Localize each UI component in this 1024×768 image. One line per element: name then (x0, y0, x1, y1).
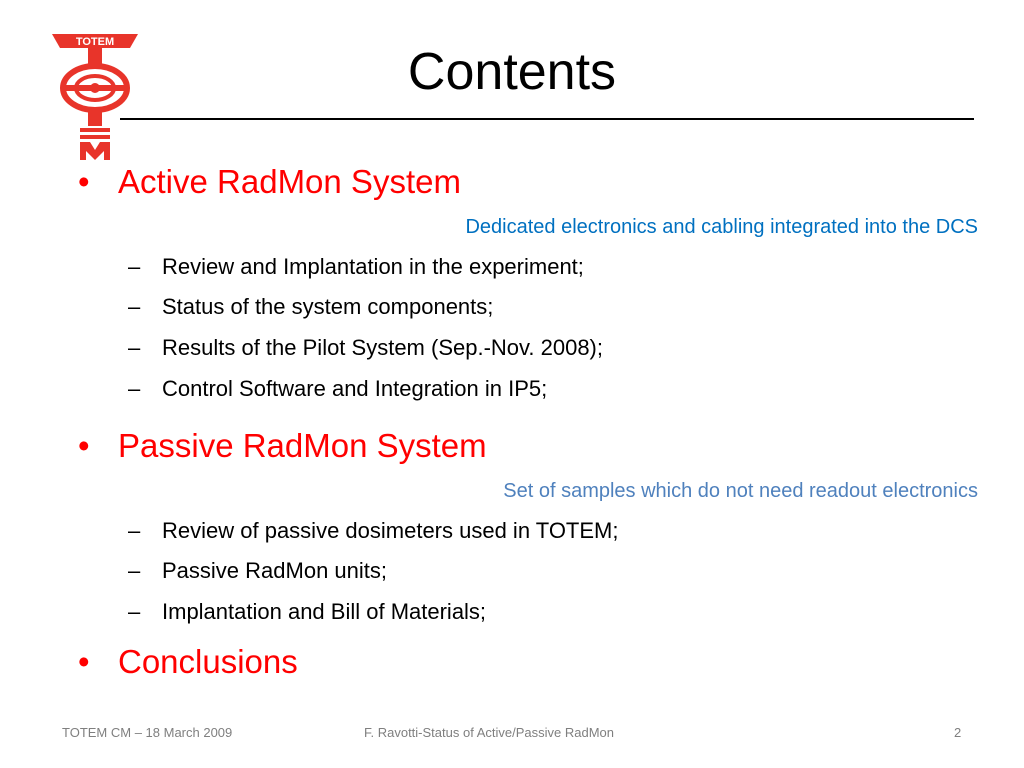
dash-icon: – (128, 294, 141, 319)
section-conclusions (78, 642, 298, 682)
section-label: Passive RadMon System (118, 427, 487, 464)
section-passive-radmon (78, 426, 487, 466)
list-item-text: Results of the Pilot System (Sep.-Nov. 2008); (162, 335, 603, 360)
list-item (128, 597, 486, 627)
dash-icon: – (128, 376, 141, 401)
list-item-text: Review of passive dosimeters used in TOTEM; (162, 518, 619, 543)
list-item (128, 252, 584, 282)
list-item (128, 516, 618, 546)
page-number: 2 (954, 725, 962, 740)
footer-date: TOTEM CM – 18 March 2009 (62, 725, 233, 740)
list-item-text: Control Software and Integration in IP5; (162, 376, 548, 401)
list-item (128, 333, 603, 363)
bullet-icon: • (78, 643, 90, 680)
list-item-text: Review and Implantation in the experiment; (162, 254, 584, 279)
dash-icon: – (128, 335, 141, 360)
dash-icon: – (128, 558, 141, 583)
logo-text: TOTEM (75, 36, 115, 48)
title-divider (120, 118, 974, 120)
section-label: Active RadMon System (118, 163, 461, 200)
dash-icon: – (128, 518, 141, 543)
list-item (128, 292, 493, 322)
bullet-icon: • (78, 163, 90, 200)
dash-icon: – (128, 254, 141, 279)
list-item (128, 556, 387, 586)
footer-author: F. Ravotti-Status of Active/Passive RadMon (364, 725, 614, 740)
section-label: Conclusions (118, 643, 298, 680)
bullet-icon: • (78, 427, 90, 464)
list-item-text: Passive RadMon units; (162, 558, 387, 583)
section-note: Dedicated electronics and cabling integrated into the DCS (465, 216, 978, 238)
list-item-text: Status of the system components; (162, 294, 494, 319)
list-item (128, 374, 547, 404)
dash-icon: – (128, 599, 141, 624)
section-active-radmon (78, 162, 461, 202)
slide-title: Contents (407, 43, 617, 101)
section-note: Set of samples which do not need readout electronics (503, 480, 978, 502)
list-item-text: Implantation and Bill of Materials; (162, 599, 487, 624)
